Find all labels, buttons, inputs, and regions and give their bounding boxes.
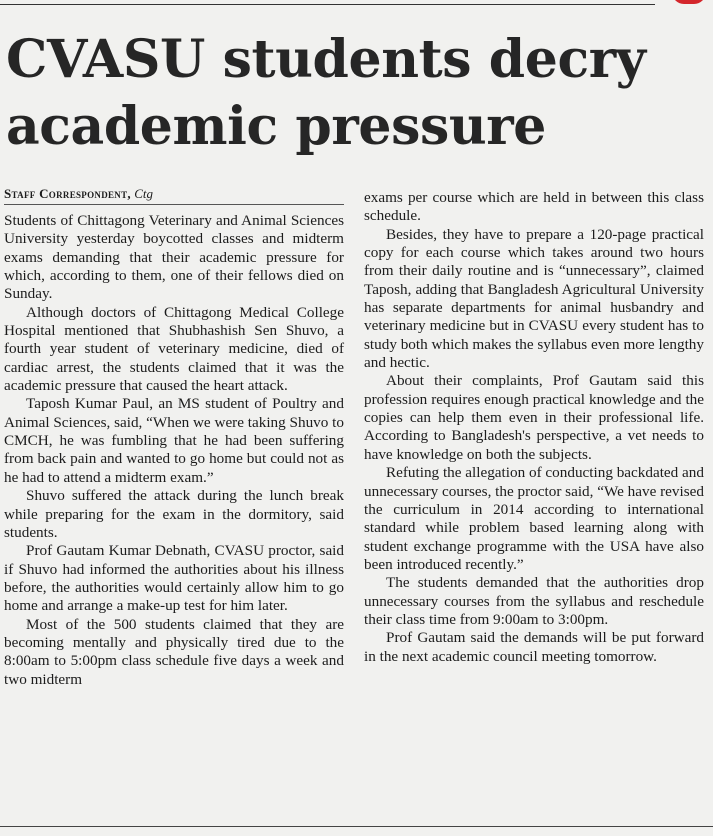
paragraph: Prof Gautam said the demands will be put forward in the next academic council meeting tomorrow. xyxy=(364,629,704,665)
paragraph: Although doctors of Chittagong Medical College Hospital mentioned that Shubhashish Sen Shuvo, a fourth year student of veterinary medicine, died of cardiac arrest, the students claimed that it was the academic pressure that caused the heart attack. xyxy=(4,303,344,395)
paragraph: The students demanded that the authorities drop unnecessary courses from the syllabus and reschedule their class time from 9:00am to 3:00pm. xyxy=(364,574,704,628)
paragraph: Taposh Kumar Paul, an MS student of Poultry and Animal Sciences, said, “When we were taking Shuvo to CMCH, he was fumbling that he had been suffering from back pain and wanted to go home but could not as he had to attend a midterm exam.” xyxy=(4,395,344,486)
article-column-right xyxy=(364,189,704,666)
top-rule xyxy=(0,4,655,5)
article-column-left xyxy=(4,185,344,689)
byline-rule xyxy=(4,204,344,205)
paragraph: Refuting the allegation of conducting backdated and unnecessary courses, the proctor said, “We have revised the curriculum in 2014 according to international standard while problem based learning along with student exchange programme with the USA have also been introduced recently.” xyxy=(364,464,704,573)
newspaper-logo-fragment xyxy=(672,0,706,4)
byline xyxy=(4,185,344,203)
paragraph: Most of the 500 students claimed that they are becoming mentally and physically tired due to the 8:00am to 5:00pm class schedule five days a week and two midterm xyxy=(4,615,344,688)
paragraph: Prof Gautam Kumar Debnath, CVASU proctor, said if Shuvo had informed the authorities about his illness before, the authorities would certainly allow him to go home and arrange a make-up test for him later. xyxy=(4,542,344,615)
paragraph: About their complaints, Prof Gautam said this profession requires enough practical knowledge and the copies can help them even in their professional life. According to Bangladesh's perspective, a vet needs to have knowledge on both the subjects. xyxy=(364,372,704,463)
paragraph: exams per course which are held in between this class schedule. xyxy=(364,189,704,225)
bottom-rule xyxy=(0,826,713,827)
paragraph: Besides, they have to prepare a 120-page practical copy for each course which takes around two hours from their daily routine and is “unnecessary”, claimed Taposh, adding that Bangladesh Agricultural University has separate departments for animal husbandry and veterinary medicine but in CVASU every student has to study both which makes the syllabus even more lengthy and hectic. xyxy=(364,225,704,372)
byline-name: Staff Correspondent, xyxy=(4,186,131,201)
headline: CVASU students decry academic pressure xyxy=(6,29,646,157)
byline-location: Ctg xyxy=(134,186,154,201)
paragraph: Students of Chittagong Veterinary and Animal Sciences University yesterday boycotted classes and midterm exams demanding that their academic pressure for which, according to them, one of their fellows died on Sunday. xyxy=(4,212,344,303)
paragraph: Shuvo suffered the attack during the lunch break while preparing for the exam in the dormitory, said students. xyxy=(4,487,344,541)
